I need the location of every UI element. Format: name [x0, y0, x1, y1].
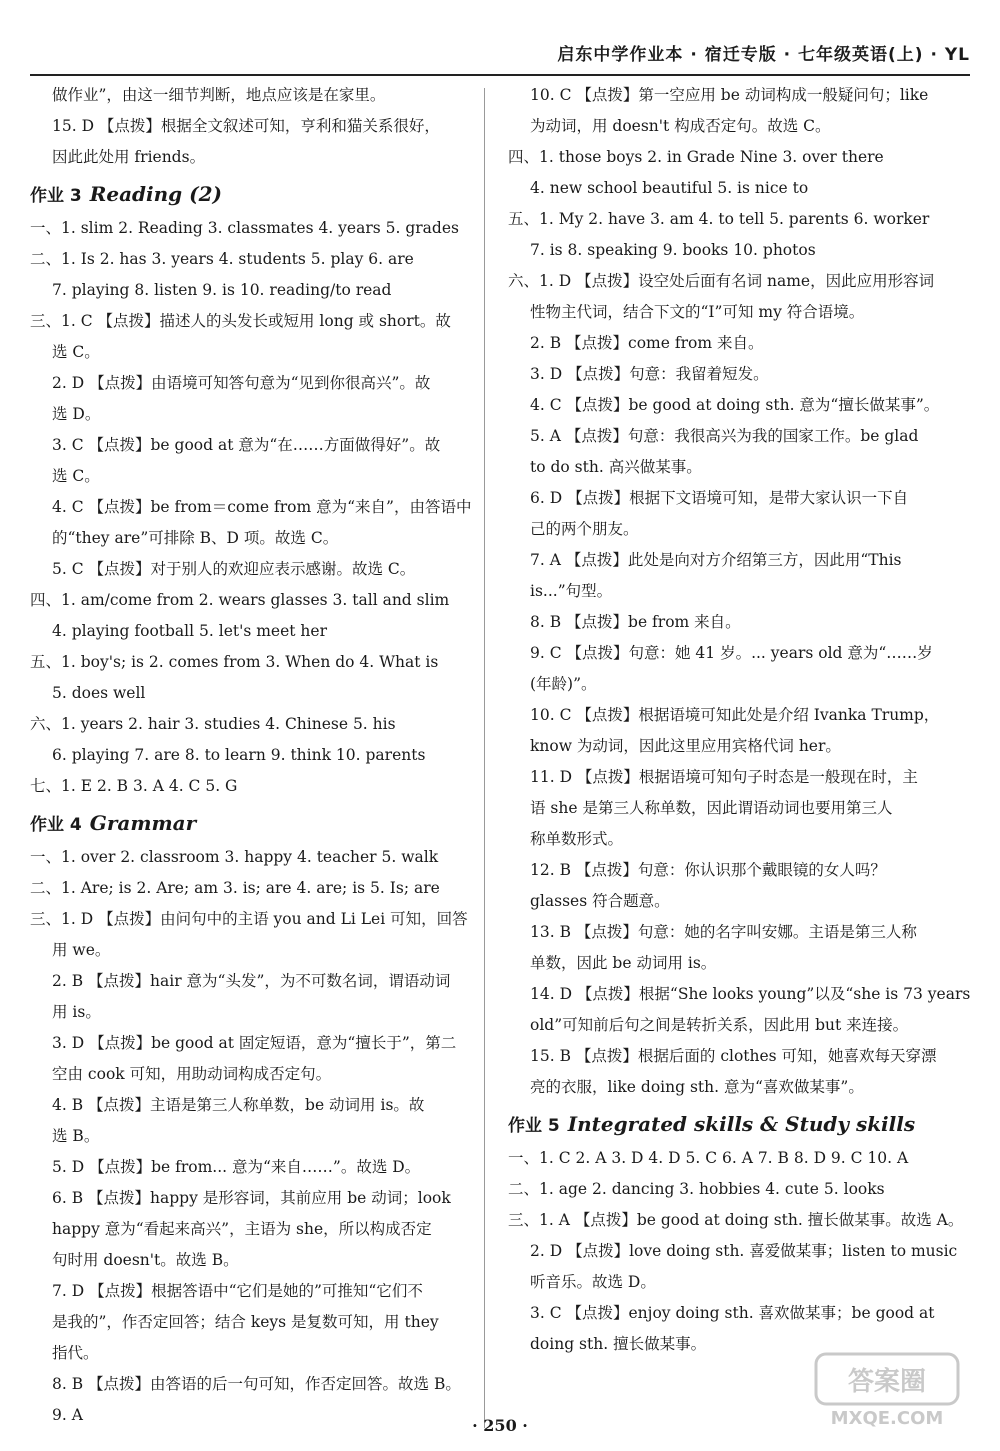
answer-line: 选 C。 [52, 343, 100, 361]
answer-line: 选 B。 [52, 1127, 100, 1145]
answer-line: 指代。 [52, 1344, 99, 1362]
section-name: Integrated skills & Study skills [567, 1112, 916, 1136]
answer-line: 三、1. C 【点拨】描述人的头发长或短用 long 或 short。故 [30, 312, 451, 330]
answer-line: 9. A [52, 1406, 83, 1424]
answer-line: 5. A 【点拨】句意：我很高兴为我的国家工作。be glad [530, 427, 919, 445]
answer-line: 六、1. D 【点拨】设空处后面有名词 name，因此应用形容词 [508, 272, 935, 290]
answer-line: 15. B 【点拨】根据后面的 clothes 可知，她喜欢每天穿漂 [530, 1047, 937, 1065]
answer-line: 2. B 【点拨】hair 意为“头发”，为不可数名词，谓语动词 [52, 972, 451, 990]
answer-line: 句时用 doesn't。故选 B。 [52, 1251, 239, 1269]
answer-line: glasses 符合题意。 [530, 892, 670, 910]
answer-line: 做作业”，由这一细节判断，地点应该是在家里。 [52, 86, 386, 104]
answer-line: 七、1. E 2. B 3. A 4. C 5. G [30, 777, 238, 795]
answer-line: 三、1. A 【点拨】be good at doing sth. 擅长做某事。故选 A。 [508, 1211, 964, 1229]
answer-line: 用 is。 [52, 1003, 101, 1021]
answer-line: 2. B 【点拨】come from 来自。 [530, 334, 764, 352]
answer-line: 六、1. years 2. hair 3. studies 4. Chinese 5. his [30, 715, 396, 733]
answer-line: 4. new school beautiful 5. is nice to [530, 179, 809, 197]
answer-line: 5. C 【点拨】对于别人的欢迎应表示感谢。故选 C。 [52, 560, 416, 578]
answer-line: 性物主代词，结合下文的“I”可知 my 符合语境。 [530, 303, 865, 321]
book-title: 启东中学作业本 · 宿迁专版 · 七年级英语(上) · YL [557, 45, 970, 65]
answer-line: 一、1. slim 2. Reading 3. classmates 4. years 5. grades [30, 219, 459, 237]
answer-line: is...”句型。 [530, 582, 613, 600]
answer-line: 7. playing 8. listen 9. is 10. reading/to read [52, 281, 392, 299]
answer-line: 4. playing football 5. let's meet her [52, 622, 327, 640]
left-column [30, 80, 470, 1431]
answer-line: 6. playing 7. are 8. to learn 9. think 10. parents [52, 746, 426, 764]
answer-line: 选 C。 [52, 467, 100, 485]
section-number: 作业 4 [30, 815, 82, 835]
answer-line: 8. B 【点拨】由答语的后一句可知，作否定回答。故选 B。 [52, 1375, 461, 1393]
svg-text:MXQE.COM: MXQE.COM [830, 1408, 944, 1429]
answer-line: 3. D 【点拨】be good at 固定短语，意为“擅长于”，第二 [52, 1034, 457, 1052]
answer-line: 语 she 是第三人称单数，因此谓语动词也要用第三人 [530, 799, 893, 817]
answer-line: 四、1. those boys 2. in Grade Nine 3. over there [508, 148, 884, 166]
answer-line: 10. C 【点拨】第一空应用 be 动词构成一般疑问句；like [530, 86, 929, 104]
answer-line: 为动词，用 doesn't 构成否定句。故选 C。 [530, 117, 831, 135]
answer-line: 3. C 【点拨】enjoy doing sth. 喜欢做某事；be good at [530, 1304, 935, 1322]
answer-line: 选 D。 [52, 405, 101, 423]
answer-line: 五、1. boy's; is 2. comes from 3. When do 4. What is [30, 653, 439, 671]
answer-line: 2. D 【点拨】love doing sth. 喜爱做某事；listen to music [530, 1242, 958, 1260]
answer-line: 因此此处用 friends。 [52, 148, 206, 166]
answer-line: 13. B 【点拨】句意：她的名字叫安娜。主语是第三人称 [530, 923, 917, 941]
answer-line: to do sth. 高兴做某事。 [530, 458, 702, 476]
answer-line: happy 意为“看起来高兴”，主语为 she，所以构成否定 [52, 1220, 432, 1238]
answer-line: (年龄)”。 [530, 675, 597, 693]
answer-line: 7. D 【点拨】根据答语中“它们是她的”可推知“它们不 [52, 1282, 423, 1300]
answer-line: 7. A 【点拨】此处是向对方介绍第三方，因此用“This [530, 551, 902, 569]
section-number: 作业 5 [508, 1116, 560, 1136]
section-heading [508, 1105, 948, 1143]
page-header [30, 34, 970, 76]
answer-line: 11. D 【点拨】根据语境可知句子时态是一般现在时，主 [530, 768, 918, 786]
right-column [508, 80, 971, 1360]
answer-line: 6. D 【点拨】根据下文语境可知，是带大家认识一下自 [530, 489, 909, 507]
section-name: Grammar [89, 811, 197, 835]
answer-line: 4. C 【点拨】be from＝come from 意为“来自”，由答语中 [52, 498, 472, 516]
section-heading [30, 804, 470, 842]
answer-line: 用 we。 [52, 941, 111, 959]
answer-line: old”可知前后句之间是转折关系，因此用 but 来连接。 [530, 1016, 909, 1034]
answer-line: 的“they are”可排除 B、D 项。故选 C。 [52, 529, 339, 547]
section-name: Reading (2) [89, 182, 222, 206]
answer-line: 己的两个朋友。 [530, 520, 639, 538]
answer-line: 12. B 【点拨】句意：你认识那个戴眼镜的女人吗？ [530, 861, 886, 879]
answer-line: 6. B 【点拨】happy 是形容词，其前应用 be 动词；look [52, 1189, 451, 1207]
answer-line: 14. D 【点拨】根据“She looks young”以及“she is 73 years [530, 985, 971, 1003]
answer-line: 二、1. Are; is 2. Are; am 3. is; are 4. are; is 5. Is; are [30, 879, 440, 897]
answer-line: 3. D 【点拨】句意：我留着短发。 [530, 365, 769, 383]
answer-line: 7. is 8. speaking 9. books 10. photos [530, 241, 816, 259]
answer-line: 三、1. D 【点拨】由问句中的主语 you and Li Lei 可知，回答 [30, 910, 468, 928]
answer-line: 听音乐。故选 D。 [530, 1273, 656, 1291]
page-number: · 250 · [472, 1416, 528, 1435]
answer-line: 5. D 【点拨】be from... 意为“来自……”。故选 D。 [52, 1158, 421, 1176]
answer-line: 10. C 【点拨】根据语境可知此处是介绍 Ivanka Trump， [530, 706, 940, 724]
answer-line: 亮的衣服，like doing sth. 意为“喜欢做某事”。 [530, 1078, 864, 1096]
section-number: 作业 3 [30, 186, 82, 206]
answer-line: 五、1. My 2. have 3. am 4. to tell 5. parents 6. worker [508, 210, 930, 228]
answer-line: 4. B 【点拨】主语是第三人称单数，be 动词用 is。故 [52, 1096, 425, 1114]
answer-line: 15. D 【点拨】根据全文叙述可知，亨利和猫关系很好， [52, 117, 440, 135]
answer-line: 是我的”，作否定回答；结合 keys 是复数可知，用 they [52, 1313, 439, 1331]
column-divider [484, 88, 485, 1428]
answer-line: 8. B 【点拨】be from 来自。 [530, 613, 741, 631]
answer-line: 四、1. am/come from 2. wears glasses 3. tall and slim [30, 591, 450, 609]
answer-line: 3. C 【点拨】be good at 意为“在……方面做得好”。故 [52, 436, 441, 454]
svg-text:答案圈: 答案圈 [847, 1367, 927, 1397]
answer-line: 二、1. age 2. dancing 3. hobbies 4. cute 5. looks [508, 1180, 885, 1198]
watermark-logo [812, 1350, 962, 1430]
answer-line: 9. C 【点拨】句意：她 41 岁。... years old 意为“……岁 [530, 644, 933, 662]
answer-line: know 为动词，因此这里应用宾格代词 her。 [530, 737, 841, 755]
answer-line: 2. D 【点拨】由语境可知答句意为“见到你很高兴”。故 [52, 374, 431, 392]
answer-line: 二、1. Is 2. has 3. years 4. students 5. play 6. are [30, 250, 414, 268]
section-heading [30, 175, 470, 213]
answer-line: 一、1. C 2. A 3. D 4. D 5. C 6. A 7. B 8. D 9. C 10. A [508, 1149, 909, 1167]
answer-line: 5. does well [52, 684, 146, 702]
answer-line: 空由 cook 可知，用助动词构成否定句。 [52, 1065, 332, 1083]
answer-line: 称单数形式。 [530, 830, 624, 848]
answer-line: 一、1. over 2. classroom 3. happy 4. teacher 5. walk [30, 848, 439, 866]
answer-line: doing sth. 擅长做某事。 [530, 1335, 707, 1353]
answer-line: 单数，因此 be 动词用 is。 [530, 954, 717, 972]
answer-line: 4. C 【点拨】be good at doing sth. 意为“擅长做某事”。 [530, 396, 940, 414]
